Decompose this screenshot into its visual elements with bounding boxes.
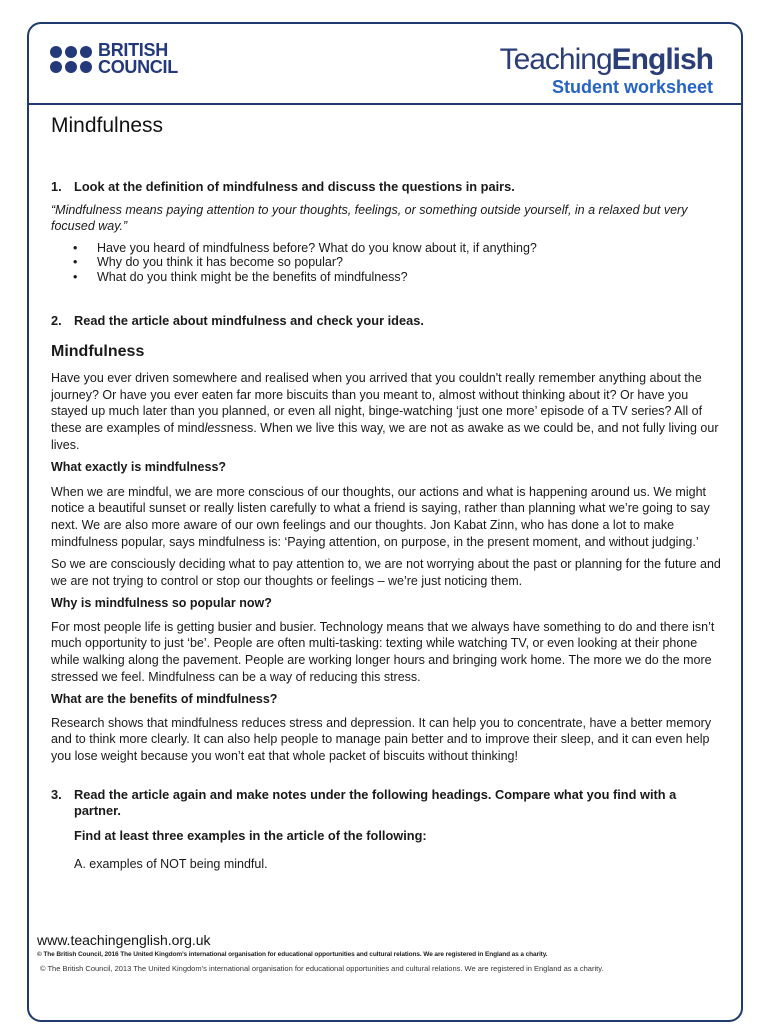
question-text: Look at the definition of mindfulness and discuss the questions in pairs. xyxy=(74,179,515,194)
question-text: Read the article again and make notes under the following headings. Compare what you find with a partner. xyxy=(74,786,677,819)
question-number: 3. xyxy=(51,786,62,802)
question-1 xyxy=(51,179,721,196)
logo-text xyxy=(98,42,178,76)
definition-quote: “Mindfulness means paying attention to your thoughts, feelings, or something outside yourself, in a relaxed but very focused way.” xyxy=(51,202,688,234)
note-heading-a: A. examples of NOT being mindful. xyxy=(74,857,268,872)
logo-dots-icon xyxy=(50,46,92,73)
article-subheading: What exactly is mindfulness? xyxy=(51,460,227,475)
list-item: • Why do you think it has become so popular? xyxy=(73,255,721,270)
article-intro: Have you ever driven somewhere and realised when you arrived that you couldn't really remember anything about the journey? Or have you ever eaten far more biscuits than you meant to, almost without thinking about it? Or have you stayed up much later than you planned, or even all night, binge-watching ‘just one more’ episode of a TV series? All of these are examples of mindlessness. When we live this way, we are not as awake as we could be, and not fully living our lives. xyxy=(51,371,719,452)
article-subheading: What are the benefits of mindfulness? xyxy=(51,692,278,707)
article-paragraph: So we are consciously deciding what to pay attention to, we are not worrying about the past or planning for the future and we are not trying to control or stop our thoughts or feelings – we’re just noticing them. xyxy=(51,557,721,588)
brand-bold: English xyxy=(611,43,713,76)
footer-copyright: © The British Council, 2016 The United Kingdom’s international organisation for educational opportunities and cultural relations. We are registered in England as a charity. xyxy=(37,951,548,958)
question-3 xyxy=(51,787,721,820)
footer-url[interactable]: www.teachingenglish.org.uk xyxy=(37,932,211,948)
page-title: Mindfulness xyxy=(51,114,164,137)
article-paragraph: When we are mindful, we are more conscious of our thoughts, our actions and what is happening around us. We might notice a beautiful sunset or really listen carefully to what a friend is saying, rather than planning what we’re going to say next. We are also more aware of our own feelings and our thoughts. Jon Kabat Zinn, who has done a lot to make mindfulness popular, says mindfulness is: ‘Paying attention, on purpose, in the present moment, and without judging.’ xyxy=(51,484,710,549)
question-text: Read the article about mindfulness and check your ideas. xyxy=(74,312,424,328)
brand-regular: Teaching xyxy=(499,43,612,76)
question-2 xyxy=(51,313,721,330)
worksheet-subtitle: Student worksheet xyxy=(551,77,713,97)
question-instruction: Find at least three examples in the article of the following: xyxy=(74,827,427,843)
brand-name xyxy=(500,44,713,76)
list-item: • What do you think might be the benefits of mindfulness? xyxy=(73,270,721,285)
british-council-logo xyxy=(50,42,178,76)
teachingenglish-brand xyxy=(500,44,713,98)
header-divider xyxy=(29,103,741,105)
discussion-list xyxy=(51,241,721,285)
question-number: 1. xyxy=(51,179,62,194)
article-heading: Mindfulness xyxy=(51,343,145,361)
logo-line2: COUNCIL xyxy=(98,57,178,77)
article-subheading: Why is mindfulness so popular now? xyxy=(51,596,272,611)
logo-line1: BRITISH xyxy=(98,40,168,60)
question-number: 2. xyxy=(51,312,62,328)
article-paragraph: Research shows that mindfulness reduces stress and depression. It can help you to concentrate, have a better memory and to think more clearly. It can also help people to manage pain better and to improve their sleep, and it can even help you lose weight because you won’t eat that whole packet of biscuits without thinking! xyxy=(51,715,712,764)
list-item: • Have you heard of mindfulness before? What do you know about it, if anything? xyxy=(73,241,721,256)
article-paragraph: For most people life is getting busier and busier. Technology means that we always have something to do and there isn’t much opportunity to just ‘be’. People are often multi-tasking: texting while watching TV, or even looking at their phone while walking along the pavement. People are working longer hours and bringing work home. The more we do the more stressed we feel. Mindfulness can be a way of reducing this stress. xyxy=(51,619,715,684)
footer-copyright: © The British Council, 2013 The United Kingdom’s international organisation for educational opportunities and cultural relations. We are registered in England as a charity. xyxy=(40,964,604,973)
worksheet-content xyxy=(51,113,721,873)
